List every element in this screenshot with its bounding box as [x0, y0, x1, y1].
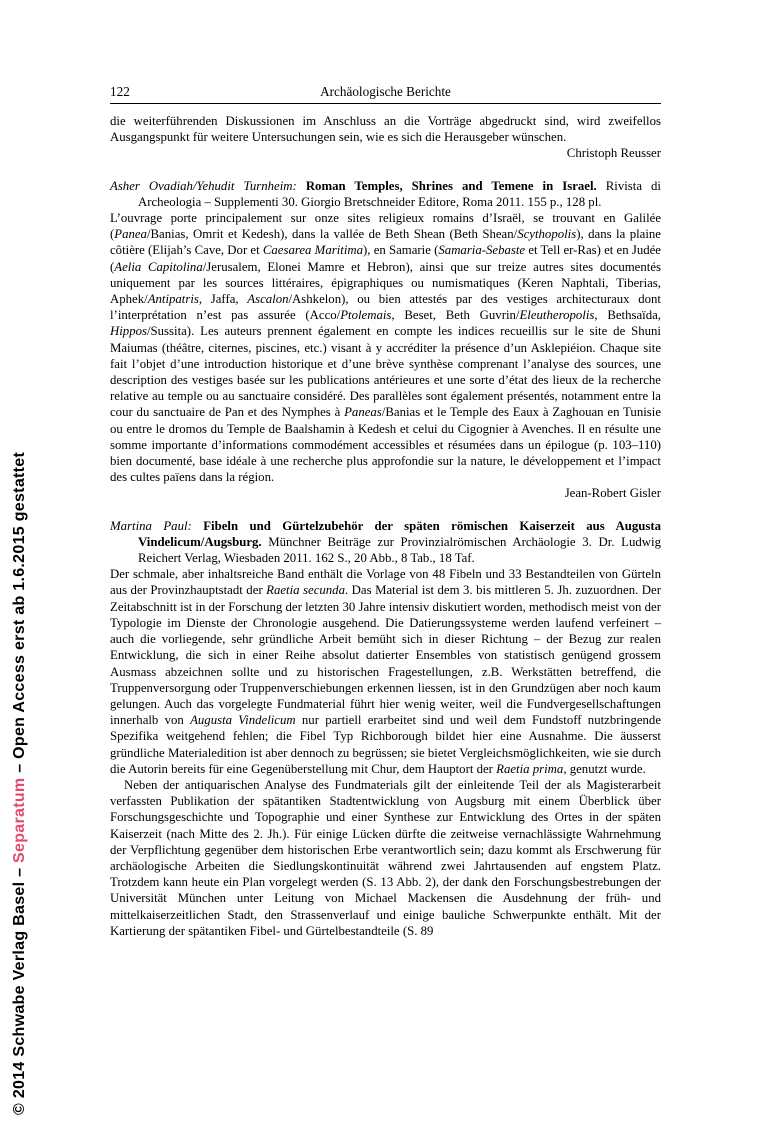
text-run: /Ashkelon), ou bien attestés par des vestiges architecturaux dont l’interprétation n’est pas assurée (Acco/: [110, 292, 661, 323]
text-run: /Banias, Omrit et Kedesh), dans la vallée de Beth Shean (Beth Shean/: [146, 227, 518, 242]
text-run: /Jerusalem, Elonei Mamre et Hebron), ainsi que sur treize autres sites documentés uniquement par les sources littéraires, épigraphiques ou numismatiques (Keren Naphtali, Tiberias, Aphek/: [110, 259, 661, 307]
text-run: et Tell er-Ras) et en Judée (: [110, 243, 661, 274]
text-run: Ascalon: [247, 292, 289, 307]
text-run: Jean-Robert Gisler: [564, 486, 661, 501]
text-run: Münchner Beiträge zur Provinzialrömischen Archäologie 3. Dr. Ludwig Reichert Verlag, Wiesbaden 2011. 162 S., 20 Abb., 8 Tab., 18 Taf.: [138, 534, 661, 566]
text-run: die weiterführenden Diskussionen im Anschluss an die Vorträge abgedruckt sind, wird zweifellos Ausgangspunkt für weitere Untersuchungen sein, wie es sich die Herausgeber wünschen.: [110, 114, 661, 145]
text-run: , Bethsaïda,: [594, 308, 661, 323]
separatum-label: Separatum: [11, 777, 28, 863]
text-run: Asher Ovadiah/Yehudit Turnheim:: [110, 178, 297, 193]
running-header: [110, 84, 661, 99]
text-run: /Sussita). Les auteurs prennent également en compte les indices recueillis sur le site de Shuni Maiumas (théâtre, citernes, piscines, etc.) visant à y accréditer la présence d’un Asklepiéion. Chaque site fait l’objet d’une introduction historique et d’une brève synthèse comprenant l’analyse des sources, une description des vestiges basée sur les publications antérieures et une sorte d’état des lieux de la recherche relative au temple ou au sanctuaire considéré. Des parallèles sont également présentés, notamment entre la cour du sanctuaire de Pan et des Nymphes à: [110, 324, 661, 420]
text-run: [297, 179, 306, 193]
text-run: ), en Samarie (: [363, 243, 439, 258]
text-run: Raetia secunda: [266, 583, 345, 598]
header-rule: [110, 103, 661, 104]
document-body: [110, 113, 661, 939]
review-heading: [110, 178, 661, 210]
running-title: Archäologische Berichte: [320, 84, 451, 99]
signature: [110, 145, 661, 161]
text-run: Augusta Vindelicum: [190, 713, 296, 728]
page-number: 122: [110, 84, 130, 99]
spine-suffix: – Open Access erst ab 1.6.2015 gestattet: [11, 451, 28, 778]
text-run: Rivista di Archeologia – Supplementi 30. Giorgio Bretschneider Editore, Roma 2011. 155 p., 128 pl.: [138, 178, 661, 209]
review-heading: [110, 518, 661, 567]
paragraph: [110, 210, 661, 485]
page-content: [110, 84, 661, 939]
spine-prefix: © 2014 Schwabe Verlag Basel –: [11, 862, 28, 1115]
text-run: Martina Paul:: [110, 518, 192, 533]
paragraph: [110, 566, 661, 777]
text-run: /Banias et le Temple des Eaux à Zaghouan en Tunisie ou entre le dromos du Temple de Baalshamin à Kedesh et celui du Cigognier à Avenches. Il en résulte une somme importante d’informations commodément accessibles et résumées dans un épilogue (p. 103–110) bien documenté, base idéale à une recherche plus approfondie sur la nature, le développement et l’impact des cultes païens dans la région.: [110, 405, 661, 485]
text-run: nur partiell erarbeitet sind und weil dem Fundstoff nutzbringende Spezifika weitgehend fehlen; die Fibel Typ Richborough bildet hier eine Ausnahme. Die äusserst gründliche Materialedition ist aber dennoch zu begrüssen; sie bietet Vergleichsmöglichkeiten, wie sie durch die Autorin bereits für eine Gegenüberstellung mit Chur, dem Hauptort der: [110, 713, 661, 776]
text-run: Paneas: [344, 405, 382, 420]
text-run: Panea: [114, 227, 147, 242]
text-run: Christoph Reusser: [566, 146, 661, 161]
text-run: [192, 519, 203, 533]
text-run: , genutzt wurde.: [563, 761, 646, 776]
copyright-spine-text: [11, 452, 29, 1115]
text-run: Ptolemais: [340, 308, 392, 323]
spacer: [110, 502, 661, 518]
text-run: L’ouvrage porte principalement sur onze sites religieux romains d’Israël, se trouvant en Galilée (: [110, 211, 661, 242]
text-run: , Jaffa,: [198, 292, 248, 307]
text-run: Scythopolis: [517, 227, 577, 242]
text-run: Hippos: [110, 324, 147, 339]
paragraph: [110, 113, 661, 145]
signature: [110, 485, 661, 501]
text-run: Samaria-Sebaste: [438, 243, 526, 258]
text-run: Neben der antiquarischen Analyse des Fundmaterials gilt der einleitende Teil der als Magisterarbeit verfassten Publikation der spätantiken Stadtentwicklung von Augsburg mit einem Überblick über Forschungsgeschichte und Topographie und einer Synthese zur Entwicklung des Ortes in der späten Kaiserzeit (nach Mitte des 2. Jh.). Für einige Lücken dürfte die zeitweise vernachlässigte Wahrnehmung der Verpflichtung gegenüber dem historischen Erbe verantwortlich sein; dazu kommt als Erschwerung für archäologische Arbeiten die Siedlungskontinuität während zwei Jahrtausenden auf engstem Platz. Trotzdem kann heute ein Plan vorgelegt werden (S. 13 Abb. 2), der dank den Forschungsbestrebungen der Universität München unter Leitung von Michael Mackensen die Ausdehnung der früh- und mittelkaiserzeitlichen Stadt, den Strassenverlauf und einige bauliche Schwerpunkte enthält. Mit der Kartierung der spätantiken Fibel- und Gürtelbestandteile (S. 89: [110, 777, 661, 938]
text-run: , Beset, Beth Guvrin/: [391, 308, 520, 323]
spacer: [110, 162, 661, 178]
text-run: Raetia prima: [496, 761, 564, 776]
paragraph-indented: [110, 777, 661, 939]
text-run: Eleutheropolis: [519, 308, 595, 323]
text-run: Fibeln und Gürtelzubehör der späten römischen Kaiserzeit aus Augusta Vindelicum/Augsburg.: [138, 518, 661, 549]
text-run: Roman Temples, Shrines and Temene in Israel.: [305, 178, 597, 193]
text-run: Caesarea Maritima: [262, 243, 364, 258]
text-run: Der schmale, aber inhaltsreiche Band enthält die Vorlage von 48 Fibeln und 33 Bestandteilen von Gürteln aus der Provinzhauptstadt der: [110, 567, 661, 598]
text-run: Antipatris: [147, 292, 199, 307]
text-run: . Das Material ist dem 3. bis mittleren 5. Jh. zuzuordnen. Der Zeitabschnitt ist in der Forschung der letzten 30 Jahre intensiv diskutiert worden, methodisch meist von der Typologie im Dienste der Chronologie ausgehend. Die Datierungssysteme werden laufend verfeinert – auch die vorliegende, sehr gründliche Arbeit bemüht sich in dieser Richtung – der Bezug zur realen Entwicklung, die sich in einer Reihe absolut datierter Ensembles von statistisch genügend grossem Ausmass abzeichnen sollte und zu historischen Fragestellungen, z.B. Werkstätten betreffend, die Truppenversorgung oder Truppenverschiebungen erkennen liessen, ist in den Grundzügen aber noch kaum gelungen. Auch das vorgelegte Fundmaterial führt hier wenig weiter, weil die Fundvergesellschaftungen innerhalb von: [110, 583, 661, 728]
text-run: Aelia Capitolina: [114, 259, 203, 274]
text-run: ), dans la plaine côtière (Elijah’s Cave, Dor et: [110, 227, 661, 258]
